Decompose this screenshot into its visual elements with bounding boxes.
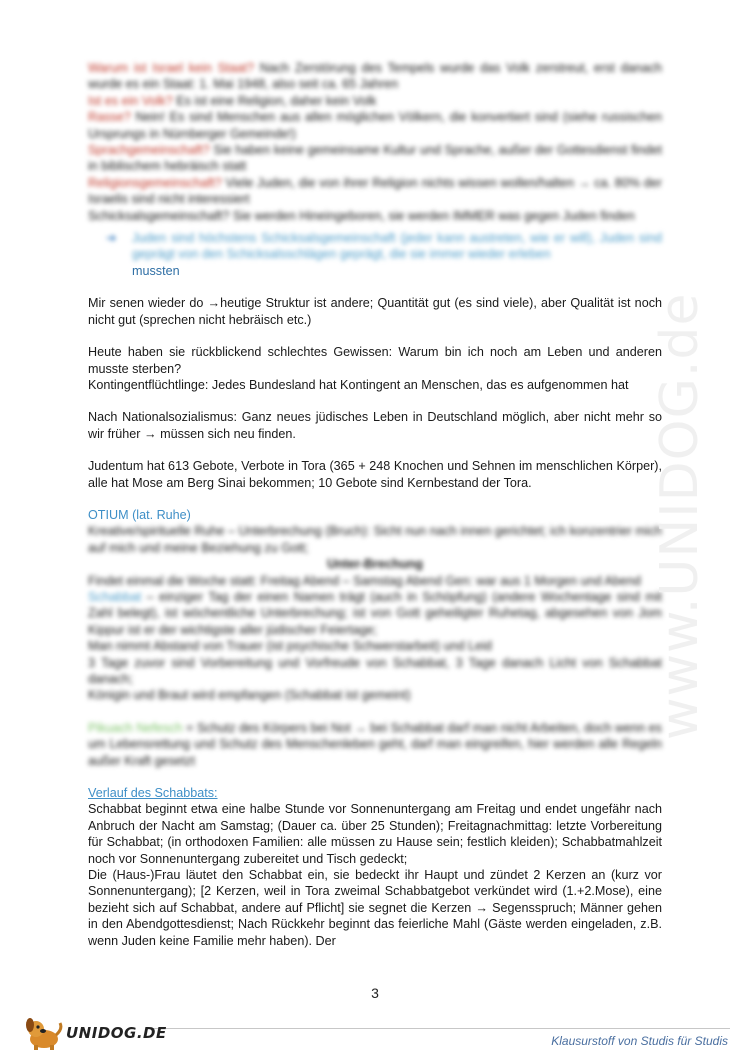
paragraph: Die (Haus-)Frau läutet den Schabbat ein, sie bedeckt ihr Haupt und zündet 2 Kerzen an (kurz vor Sonnenuntergang); [2 Kerzen, weil in Tora zweimal Schabbatgebot verkündet wird (1.+2.Mose), eine bezieht sich auf Schabbat, andere auf Pflicht] sie segnet die Kerzen → Segensspruch; Männer gehen in den Abendgottesdienst; Nach Rückkehr beginnt das feierliche Mahl (Gäste werden eingeladen, z.B. wenn Juden keine Familie mehr haben). Der [88,868,662,948]
paragraph: Schabbat – einziger Tag der einen Namen trägt (auch in Schöpfung) (andere Wochentage sind mit Zahl belegt), ist wöchentliche Unterbrechung; ist von Gott geheiligter Ruhetag, abgesehen von Jom Kippur ist er der wichtigste aller jüdischer Feiertage; [88,589,662,637]
paragraph: Königin und Braut wird empfangen (Schabbat ist gemeint) [88,688,411,703]
paragraph: Findet einmal die Woche statt: Freitag Abend – Samstag Abend Gen: war aus 1 Morgen und Abend [88,573,641,588]
paragraph: Pikuach Nefesch = Schutz des Körpers bei Not → bei Schabbat darf man nicht Arbeiten, doch wenn es um Lebensrettung und Schutz des Menschenleben geht, darf man eingreifen, hier werden alle Regeln außer Kraft gesetzt [88,720,662,768]
paragraph: Kreative/spirituelle Ruhe – Unterbrechung (Bruch): Sicht nun nach innen gerichtet; ich konzentrier mich auf mich und meine Beziehung zu Gott; [88,524,663,555]
paragraph: Heute haben sie rückblickend schlechtes Gewissen: Warum bin ich noch am Leben und anderen musste sterben? [88,345,662,376]
page-body [88,60,662,949]
dog-icon [22,1015,64,1051]
arrow-bullet [106,230,662,279]
paragraph: Schabbat beginnt etwa eine halbe Stunde vor Sonnenuntergang am Freitag und endet ungefähr nach Anbruch der Nacht am Samstag; (Dauer ca. über 25 Stunden); Freitagnachmittag: letzte Vorbereitung für Schabbat; (in orthodoxen Familien: alle müssen zu Hause sein; festlich kleiden); Schabbatmahlzeit noch vor Sonnenuntergang zubereitet und Tisch gedeckt; [88,802,662,866]
paragraph: Man nimmt Abstand von Trauer (ist psychische Schwerstarbeit) und Leid [88,639,492,654]
blurred-otium [88,523,662,769]
paragraph: Rasse? Nein! Es sind Menschen aus allen möglichen Völkern, die konvertiert sind (siehe russischen Ursprungs in Nürnberger Gemeinde!) [88,110,662,141]
footer-divider [150,1028,730,1029]
section-heading-otium: OTIUM (lat. Ruhe) [88,507,191,522]
paragraph-center: Unter-Brechung [327,557,423,572]
arrow-icon: ➔ [106,231,117,246]
logo-text: UNIDOG.DE [66,1024,167,1042]
paragraph: Ist es ein Volk? Es ist eine Religion, daher kein Volk [88,93,377,108]
page-number: 3 [371,985,379,1001]
paragraph: 3 Tage zuvor sind Vorbereitung und Vorfreude von Schabbat, 3 Tage danach Licht von Schabbat danach; [88,655,662,686]
paragraph: Kontingentflüchtlinge: Jedes Bundesland hat Kontingent an Menschen, das es aufgenommen hat [88,377,629,392]
paragraph: Schicksalsgemeinschaft? Sie werden Hineingeboren, sie werden IMMER was gegen Juden finden [88,208,635,223]
paragraph: Mir senen wieder do →heutige Struktur ist andere; Quantität gut (es sind viele), aber Qualität ist noch nicht gut (sprechen nicht hebräisch etc.) [88,296,662,327]
paragraph: Nach Nationalsozialismus: Ganz neues jüdisches Leben in Deutschland möglich, aber nicht mehr so wir früher → müssen sich neu finden. [88,410,662,441]
bullet-tail: mussten [132,263,180,278]
footer-logo [22,1015,167,1051]
bullet-text: Juden sind höchstens Schicksalsgemeinschaft (jeder kann austreten, wie er will), Juden sind geprägt von den Schicksalsschlägen geprägt, die sie immer wieder erleben [132,231,662,262]
paragraph: Sprachgemeinschaft? Sie haben keine gemeinsame Kultur und Sprache, außer der Gottesdienst findet in biblischem hebräisch statt [88,143,662,174]
paragraph: Warum ist Israel kein Staat? Nach Zerstörung des Tempels wurde das Volk zerstreut, erst danach wurde es ein Staat: 1. Mai 1948, also seit ca. 65 Jahren [88,61,662,92]
blurred-intro [88,60,662,224]
paragraph: Judentum hat 613 Gebote, Verbote in Tora (365 + 248 Knochen und Sehnen im menschlichen Körper), alle hat Mose am Berg Sinai bekommen; 10 Gebote sind Kernbestand der Tora. [88,459,662,490]
footer-slogan: Klausurstoff von Studis für Studis [551,1034,728,1048]
section-heading-verlauf: Verlauf des Schabbats: [88,786,218,801]
paragraph: Religionsgemeinschaft? Viele Juden, die von ihrer Religion nichts wissen wollen/halten → ca. 80% der Israelis sind nicht interessiert [88,175,662,207]
